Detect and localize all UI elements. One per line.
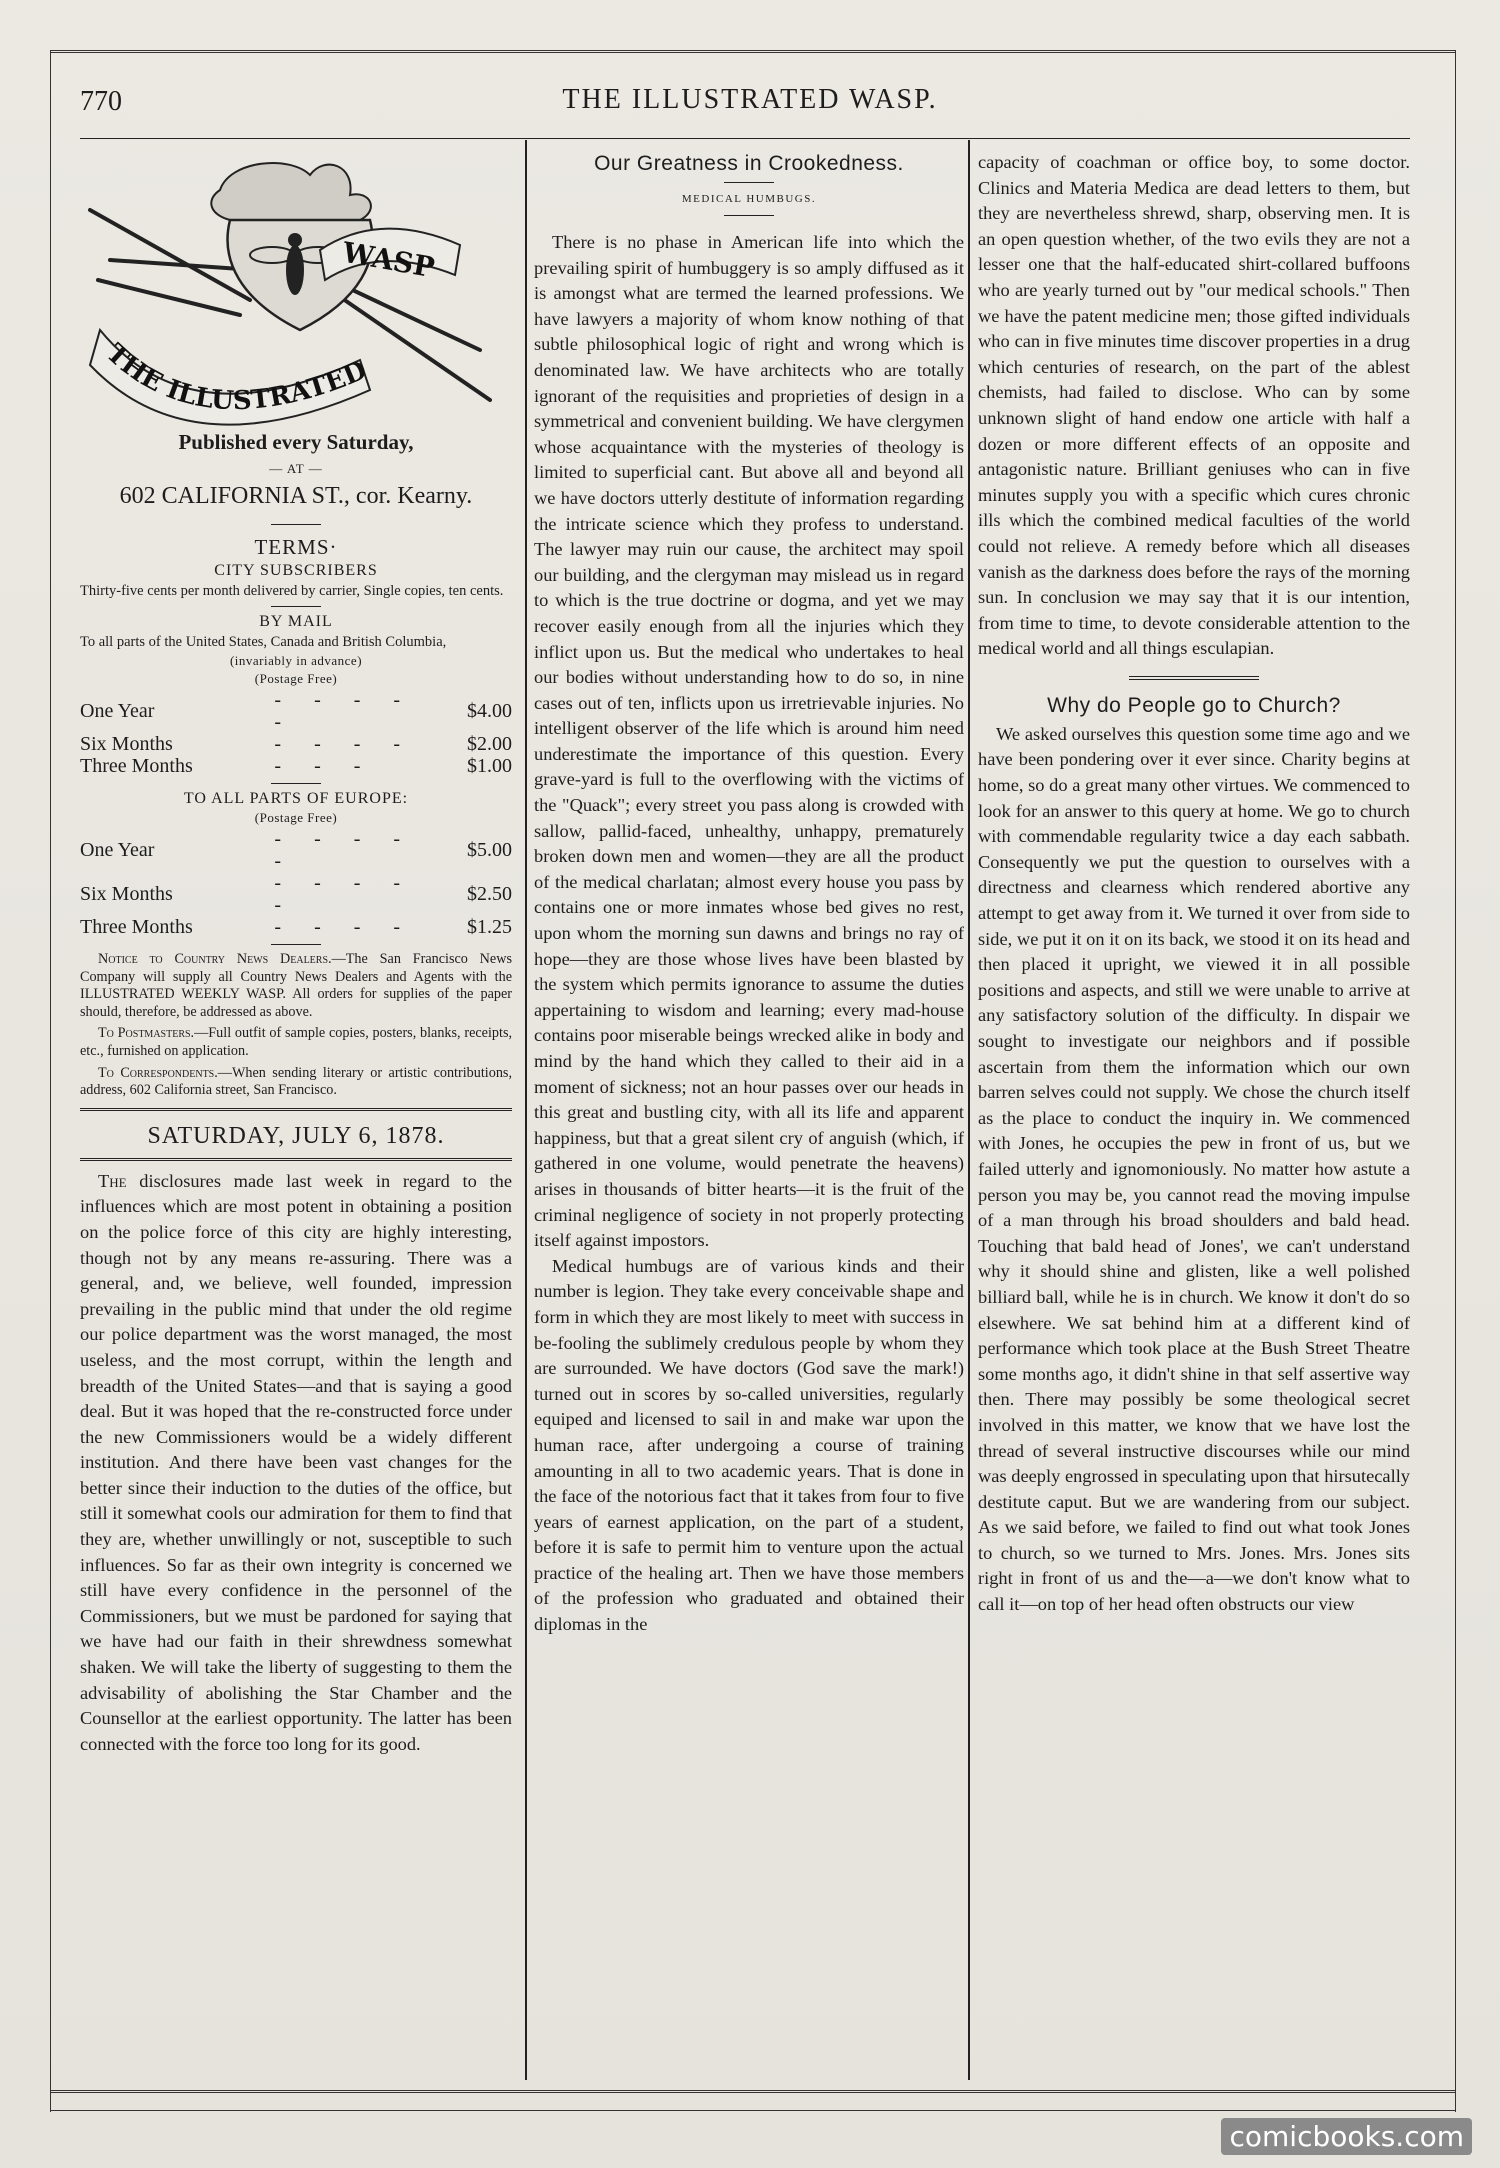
- correspondents-notice: [80, 1065, 512, 1100]
- rate-label: Six Months: [80, 733, 173, 755]
- rate-row: [80, 872, 512, 916]
- logo-illustrated-text: THE ILLUSTRATED: [100, 338, 372, 417]
- divider: [271, 944, 321, 945]
- article-paragraph: Medical humbugs are of various kinds and their number is legion. They take every conceivable shape and form in which they are most likely to meet with success in be-fooling the sublimely credulous people by whom they are surrounded. We have doctors (God save the mark!) turned out in scores by so-called universities, regularly equiped and licensed to sail in and make war upon the human race, after undergoing a course of training amounting in all to two academic years. That is done in the face of the notorious fact that it takes from four to five years of earnest application, on the part of a student, before it is safe to permit him to venture upon the actual practice of the healing art. Then we have those members of the profession who graduated and obtained their diplomas in the: [534, 1255, 964, 1635]
- europe-postage-note: (Postage Free): [254, 810, 338, 825]
- europe-heading: TO ALL PARTS OF EUROPE:: [183, 790, 409, 807]
- article-paragraph: capacity of coachman or office boy, to some doctor. Clinics and Materia Medica are dead letters to them, but they are nevertheless shrewd, sharp, observing men. It is an open question whether, of the two evils they are not a lesser one that the half-educated shirt-collared buffoons who are yearly turned out by "our medical schools." Then we have the patent medicine men; those gifted individuals who can in five minutes time discover properties in a drug which centuries of research, on the part of the ablest chemists, had failed to disclose. Who can by some unknown slight of hand endow one article with half a dozen or more different effects of an opposite and antagonistic nature. Brilliant geniuses who can in five minutes supply you with a specific which cures chronic ills which the combined medical faculties of the world could not relieve. A remedy before which all diseases vanish as the darkness does before the rays of the morning sun. In conclusion we may say that it is our intention, from time to time, to devote considerable attention to the medical world and all things esculapian.: [978, 152, 1410, 659]
- top-border: [50, 50, 1456, 53]
- bottom-border-thin: [50, 2110, 1456, 2111]
- by-mail-text: To all parts of the United States, Canada and British Columbia,: [80, 634, 447, 650]
- divider: [1129, 676, 1259, 680]
- rate-dots: - - - -: [274, 733, 415, 755]
- rate-dots: - - -: [274, 755, 375, 777]
- rate-row: [80, 755, 512, 777]
- divider: [271, 524, 321, 525]
- bottom-border: [50, 2090, 1456, 2093]
- postmasters-notice: [80, 1025, 512, 1060]
- city-subscribers-heading: CITY SUBSCRIBERS: [214, 562, 378, 579]
- left-border: [50, 50, 51, 2112]
- rate-row: [80, 916, 512, 938]
- rate-price: $2.50: [467, 883, 512, 905]
- notice-label: To Postmasters.: [98, 1025, 195, 1042]
- europe-rates-table: [80, 828, 512, 938]
- rate-label: One Year: [80, 700, 155, 722]
- city-subscribers-text: Thirty-five cents per month delivered by carrier, Single copies, ten cents.: [80, 583, 504, 599]
- column-right: [978, 150, 1410, 1618]
- divider: [271, 783, 321, 784]
- wasp-logo-icon: [80, 150, 512, 430]
- notice-text: —When sending literary or artistic contributions, address, 602 California street, San Francisco.: [80, 1064, 512, 1099]
- rate-row: [80, 828, 512, 872]
- article-title: Why do People go to Church?: [1047, 693, 1341, 717]
- divider: [724, 182, 774, 183]
- article-title: Our Greatness in Crookedness.: [594, 152, 904, 175]
- lead-word: The: [98, 1170, 127, 1191]
- editorial-text: disclosures made last week in regard to the influences which are most potent in obtaining a position on the police force of this city are highly interesting, though not by any means re-assuring. There was a general, and, we believe, well founded, impression prevailing in the public mind that under the old regime our police department was the worst managed, the most useless, and the most corrupt, within the length and breadth of the United States—and that is saying a good deal. But it was hoped that the re-constructed force under the new Commissioners would be a widely different institution. And there have been vast changes for the better since their induction to the duties of the office, but still it somewhat cools our admiration for them to find that they are, whether unwillingly or not, susceptible to such influences. So far as their own integrity is concerned we still have every confidence in the personnel of the Commissioners, but we must be pardoned for saying that we have had our faith in their shrewdness somewhat shaken. We will take the liberty of suggesting to them the advisability of abolishing the Star Chamber and the Counsellor at the earliest opportunity. The latter has been connected with the force too long for its good.: [80, 1170, 512, 1754]
- at-line: — AT —: [269, 461, 323, 476]
- dealers-notice: [80, 951, 512, 1021]
- right-border: [1455, 50, 1456, 2112]
- rate-price: $4.00: [467, 700, 512, 722]
- divider: [80, 1158, 512, 1161]
- column-rule: [968, 140, 970, 2080]
- rate-price: $1.00: [467, 755, 512, 777]
- rate-dots: - - - -: [274, 916, 415, 938]
- logo-wasp-text: WASP: [339, 235, 437, 285]
- by-mail-heading: BY MAIL: [259, 613, 333, 630]
- rate-row: [80, 689, 512, 733]
- postage-free-note: (Postage Free): [254, 671, 338, 686]
- terms-title: TERMS·: [254, 535, 338, 559]
- rate-dots: - - - - -: [274, 689, 415, 733]
- watermark: comicbooks.com: [1221, 2118, 1472, 2155]
- us-rates-table: [80, 689, 512, 777]
- editorial-paragraph: [80, 1169, 512, 1758]
- article-paragraph: We asked ourselves this question some time ago and we have been pondering over it ever since. Charity begins at home, so do a great many other virtues. We commenced to look for an answer to this query at home. We go to church with commendable regularity twice a day each sabbath. Consequently we put the question to ourselves with a directness and clearness which rendered abortive any attempt to get away from it. We turned it over from side to side, we put it on it on its back, we stood it on its head and then placed it upright, we viewed it in all possible positions and aspects, and still we were unable to arrive at any satisfactory solution of the difficulty. In dispair we sought to investigate our neighbors and if possible ascertain from them the information which our own barren selves could not supply. We chose the church itself as the place to conduct the inquiry in. We commenced with Jones, he occupies the pew in front of us, but we failed utterly and ignomoniously. No matter how astute a person you may be, you cannot read the moving impulse of a man through his broad shoulders and bald head. Touching that bald head of Jones', we can't understand why it should shine and glisten, like a well polished billiard ball, while he is in church. We know it don't do so elsewhere. We sat behind him at a different kind of performance which took place at the Bush Street Theatre some months ago, it didn't shine in that self assertive way then. There may possibly be some theological secret involved in this matter, we know that we have lost the thread of several instructive discourses while our mind was deeply engrossed in speculating upon that hirsutecally destitute caput. But we are wandering from our subject. As we said before, we failed to find out what took Jones to church, so we turned to Mrs. Jones. Mrs. Jones sits right in front of us and the—a—we don't know what to call it—on top of her head often obstructs our view: [978, 723, 1410, 1615]
- issue-date: SATURDAY, JULY 6, 1878.: [147, 1122, 445, 1149]
- rate-row: [80, 733, 512, 755]
- running-title: THE ILLUSTRATED WASP.: [562, 84, 938, 115]
- rate-dots: - - - - -: [274, 872, 415, 916]
- address: 602 CALIFORNIA ST., cor. Kearny.: [119, 483, 473, 509]
- invariably-note: (invariably in advance): [229, 653, 363, 668]
- rate-label: Six Months: [80, 883, 173, 905]
- rate-label: Three Months: [80, 755, 193, 777]
- page-number: 770: [80, 86, 122, 117]
- published-line: Published every Saturday,: [178, 430, 414, 454]
- notice-text: —The San Francisco News Company will supply all Country News Dealers and Agents with the ILLUSTRATED WEEKLY WASP. All orders for supplies of the paper should, therefore, be addressed as above.: [80, 951, 512, 1020]
- divider: [724, 215, 774, 216]
- notice-text: —Full outfit of sample copies, posters, blanks, receipts, etc., furnished on application.: [80, 1025, 513, 1059]
- article-paragraph: There is no phase in American life into which the prevailing spirit of humbuggery is so amply diffused as it is amongst what are termed the learned professions. We have lawyers a majority of whom know nothing of that subtle philosophical logic of right and wrong which is denominated law. We have architects who are totally ignorant of the requisities and proprieties of design in a symmetrical and convenient building. We have clergymen whose acquaintance with the mysteries of theology is limited to superficial cant. But above all and beyond all we have doctors utterly destitute of information regarding the intricate science which they profess to understand. The lawyer may ruin our cause, the architect may spoil our building, and the clergyman may mislead us in regard to which is the true doctrine or dogma, and yet we may recover easily enough from all the injuries which they inflict upon us. But the medical who undertakes to heal our bodies without understanding how to do so, in nine cases out of ten, inflicts upon us irretrievable injuries. No intelligent observer of the life which is around him need underestimate the importance of this question. Every grave-yard is full to the overflowing with the victims of the "Quack"; every street you pass along is crowded with sallow, pallid-faced, unhealthy, unhappy, prematurely broken down men and women—they are all the product of the medical charlatan; almost every house you pass by contains one or more inmates whose bed gives no rest, upon whom the morning sun dawns and brings no ray of hope—they are those whose lives have been blasted by the system which permits ignorance to assume the duties appertaining to wisdom and learning; every mad-house contains poor miserable beings wrecked alike in body and mind by the hand which they called to their aid in a moment of sickness; not an hour passes over our heads in this great and bustling city, with all its life and apparent happiness, but that a great silent cry of anguish (which, if gathered in one volume, would penetrate the heavens) arises in thousands of bitter hearts—it is the fruit of the criminal negligence of society in not properly protecting itself against impostors.: [534, 232, 964, 1251]
- rate-price: $5.00: [467, 839, 512, 861]
- rate-price: $2.00: [467, 733, 512, 755]
- page-header: [80, 82, 1420, 122]
- notice-label: To Correspondents.: [98, 1064, 218, 1081]
- rate-label: One Year: [80, 839, 155, 861]
- column-middle: [534, 150, 964, 1638]
- column-rule: [525, 140, 527, 2080]
- article-subtitle: MEDICAL HUMBUGS.: [681, 193, 817, 205]
- notice-label: Notice to Country News Dealers.: [98, 951, 332, 967]
- rate-label: Three Months: [80, 916, 193, 938]
- rate-dots: - - - - -: [274, 828, 415, 872]
- header-rule: [80, 138, 1410, 139]
- divider: [271, 606, 321, 607]
- divider: [80, 1108, 512, 1111]
- column-left: [80, 150, 512, 1757]
- masthead-logo: [80, 150, 512, 430]
- rate-price: $1.25: [467, 916, 512, 938]
